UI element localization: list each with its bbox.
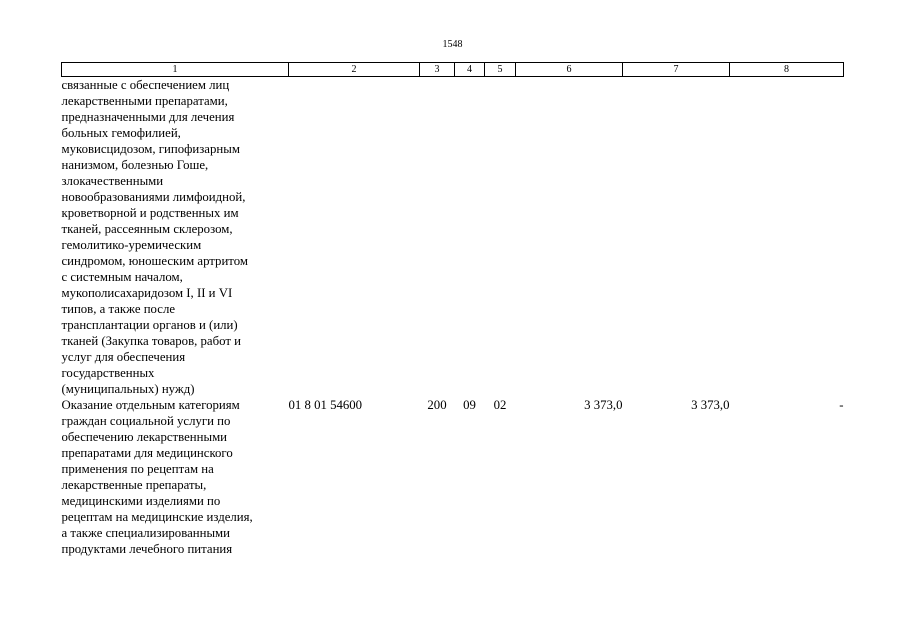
row-name-line: больных гемофилией, — [61, 126, 181, 140]
row-name-line: услуг для обеспечения — [61, 350, 186, 364]
column-header-5: 5 — [485, 63, 516, 77]
row-name-line: Оказание отдельным категориям — [61, 398, 240, 412]
row-name-cell — [62, 77, 289, 398]
amount-col7 — [623, 77, 730, 398]
column-header-4: 4 — [455, 63, 485, 77]
expense-type-code — [420, 77, 455, 398]
row-name-cell — [62, 397, 289, 557]
amount-col6 — [516, 77, 623, 398]
row-name-line: типов, а также после — [61, 302, 176, 316]
row-name-line: а также специализированными — [61, 526, 231, 540]
row-name-line: мукополисахаридозом I, II и VI — [61, 286, 233, 300]
row-name-line: (муниципальных) нужд) — [61, 382, 195, 396]
section-code: 09 — [463, 398, 476, 412]
table-body — [62, 77, 844, 558]
row-name-line: муковисцидозом, гипофизарным — [61, 142, 240, 156]
row-name-line: продуктами лечебного питания — [61, 542, 233, 556]
table-header-row — [62, 63, 844, 77]
column-header-6: 6 — [516, 63, 623, 77]
row-name-line: граждан социальной услуги по — [61, 414, 231, 428]
page-number: 1548 — [442, 39, 463, 50]
column-header-1: 1 — [62, 63, 289, 77]
row-name-line: тканей, рассеянным склерозом, — [61, 222, 233, 236]
amount-col7: 3 373,0 — [691, 398, 730, 412]
row-name-line: трансплантации органов и (или) — [61, 318, 238, 332]
row-name-line: новообразованиями лимфоидной, — [61, 190, 246, 204]
row-name-line: с системным началом, — [61, 270, 183, 284]
subsection-code: 02 — [493, 398, 507, 412]
row-name-line: лекарственными препаратами, — [61, 94, 228, 108]
column-header-3: 3 — [420, 63, 455, 77]
row-name-line: лекарственные препараты, — [61, 478, 207, 492]
target-article-code — [289, 77, 420, 398]
column-header-8: 8 — [730, 63, 844, 77]
row-name-line: обеспечению лекарственными — [61, 430, 228, 444]
budget-table — [61, 62, 844, 557]
subsection-code — [485, 77, 516, 398]
row-name-line: предназначенными для лечения — [61, 110, 235, 124]
amount-col8: - — [839, 398, 844, 412]
row-name-line: препаратами для медицинского — [61, 446, 233, 460]
amount-col6: 3 373,0 — [584, 398, 623, 412]
amount-col8 — [730, 77, 844, 398]
row-name-line: связанные с обеспечением лиц — [61, 78, 230, 92]
row-name-line: тканей (Закупка товаров, работ и — [61, 334, 241, 348]
column-header-7: 7 — [623, 63, 730, 77]
expense-type-code: 200 — [427, 398, 447, 412]
target-article-code: 01 8 01 54600 — [288, 398, 363, 412]
row-name-line: медицинскими изделиями по — [61, 494, 221, 508]
row-name-line: государственных — [61, 366, 155, 380]
section-code — [455, 77, 485, 398]
row-name-line: синдромом, юношеским артритом — [61, 254, 248, 268]
column-header-2: 2 — [289, 63, 420, 77]
row-name-line: гемолитико-уремическим — [61, 238, 202, 252]
table-row — [62, 77, 844, 398]
table-row — [62, 397, 844, 557]
row-name-line: злокачественными — [61, 174, 164, 188]
row-name-line: кроветворной и родственных им — [61, 206, 239, 220]
row-name-line: применения по рецептам на — [61, 462, 214, 476]
row-name-line: рецептам на медицинские изделия, — [61, 510, 253, 524]
row-name-line: нанизмом, болезнью Гоше, — [61, 158, 209, 172]
